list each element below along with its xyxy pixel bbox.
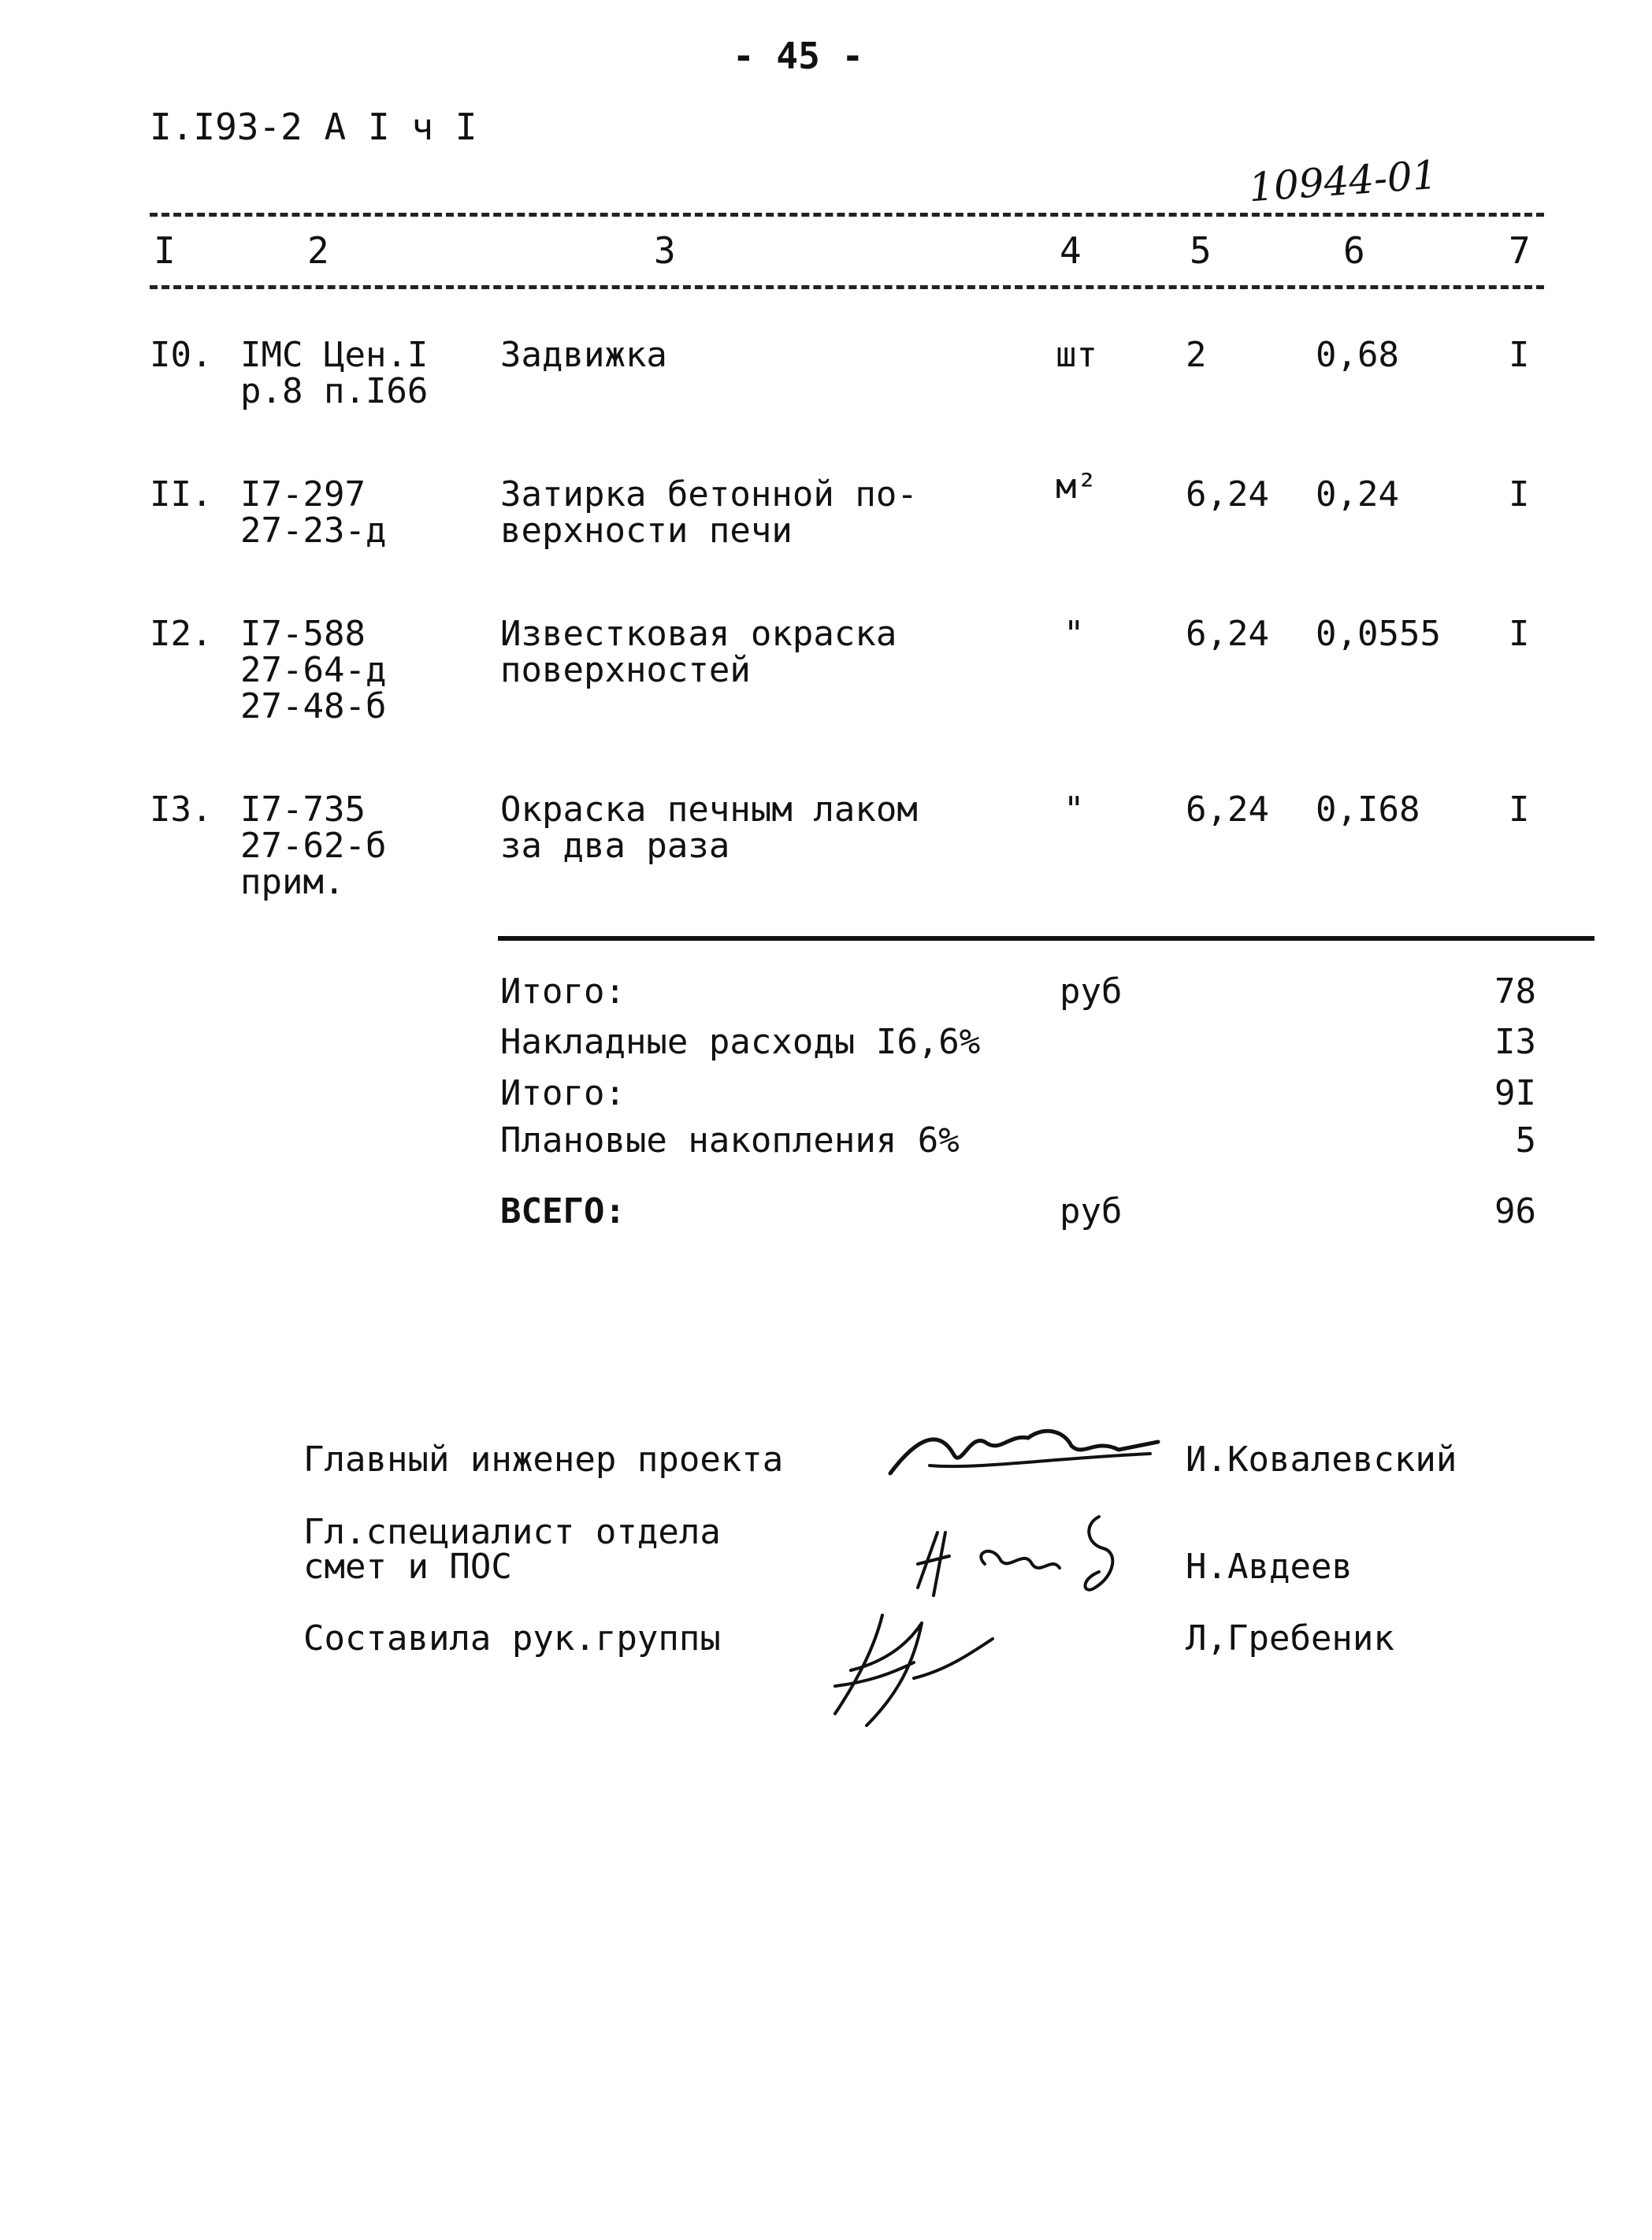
row-price: 0,24 [1316,474,1399,514]
page-number: - 45 - [733,35,864,77]
header-col-3: 3 [654,229,676,272]
header-bottom-rule [150,285,1544,289]
totals-unit: руб [1060,971,1123,1012]
signature-role: Составила рук.группы [303,1618,721,1659]
signature-mark-compiler [811,1584,1048,1733]
row-code-line: прим. [240,862,345,902]
row-code-line: I7-588 [240,614,366,654]
row-code-line: 27-62-б [240,826,387,866]
handwritten-number: 10944-01 [1247,151,1439,211]
row-name-line: Затирка бетонной по- [500,474,918,514]
row-number: I0. [150,335,213,375]
row-unit: " [1064,614,1085,654]
row-name-line: Окраска печным лаком [500,789,918,830]
signature-role: смет и ПОС [303,1547,512,1587]
totals-label: Итого: [500,971,626,1012]
header-top-rule [150,213,1544,217]
row-qty: 6,24 [1186,614,1269,654]
row-col7: I [1509,474,1530,514]
document-code: I.I93-2 A I ч I [150,106,477,148]
row-name-line: верхности печи [500,511,793,551]
header-col-6: 6 [1343,229,1365,272]
row-number: I2. [150,614,213,654]
row-code-line: р.8 п.I66 [240,371,429,411]
grand-total-unit: руб [1060,1191,1123,1231]
row-name-line: Задвижка [500,335,667,375]
header-col-4: 4 [1060,229,1082,272]
row-price: 0,I68 [1316,789,1420,830]
row-col7: I [1509,335,1530,375]
totals-label: Итого: [500,1073,626,1113]
row-name-line: поверхностей [500,650,751,690]
row-code-line: 27-23-д [240,511,387,551]
row-unit: шт [1056,335,1097,375]
signature-name: И.Ковалевский [1186,1439,1457,1480]
row-qty: 6,24 [1186,474,1269,514]
row-code-line: I7-735 [240,789,366,830]
grand-total-label: ВСЕГО: [500,1191,626,1231]
totals-value: I3 [1494,1022,1536,1062]
row-code-line: I7-297 [240,474,366,514]
signature-name: Л,Гребеник [1186,1618,1394,1659]
header-col-1: I [154,229,176,272]
header-col-5: 5 [1190,229,1212,272]
signature-name: Н.Авдеев [1186,1547,1353,1587]
totals-value: 5 [1515,1120,1536,1161]
totals-rule [498,936,1594,941]
signature-role: Гл.специалист отдела [303,1512,721,1552]
totals-label: Плановые накопления 6% [500,1120,960,1161]
totals-value: 78 [1494,971,1536,1012]
signature-role: Главный инженер проекта [303,1439,784,1480]
header-col-2: 2 [307,229,329,272]
signature-mark-chief-engineer [882,1410,1166,1497]
row-name-line: за два раза [500,826,730,866]
grand-total-value: 96 [1494,1191,1536,1231]
row-code-line: IMC Цен.I [240,335,429,375]
row-number: I3. [150,789,213,830]
row-unit: м² [1056,466,1097,507]
header-col-7: 7 [1509,229,1531,272]
row-name-line: Известковая окраска [500,614,897,654]
row-number: II. [150,474,213,514]
row-col7: I [1509,614,1530,654]
row-qty: 2 [1186,335,1207,375]
row-price: 0,0555 [1316,614,1441,654]
totals-value: 9I [1494,1073,1536,1113]
row-col7: I [1509,789,1530,830]
row-code-line: 27-64-д [240,650,387,690]
row-qty: 6,24 [1186,789,1269,830]
row-code-line: 27-48-б [240,686,387,726]
row-unit: " [1064,789,1085,830]
totals-label: Накладные расходы I6,6% [500,1022,981,1062]
row-price: 0,68 [1316,335,1399,375]
